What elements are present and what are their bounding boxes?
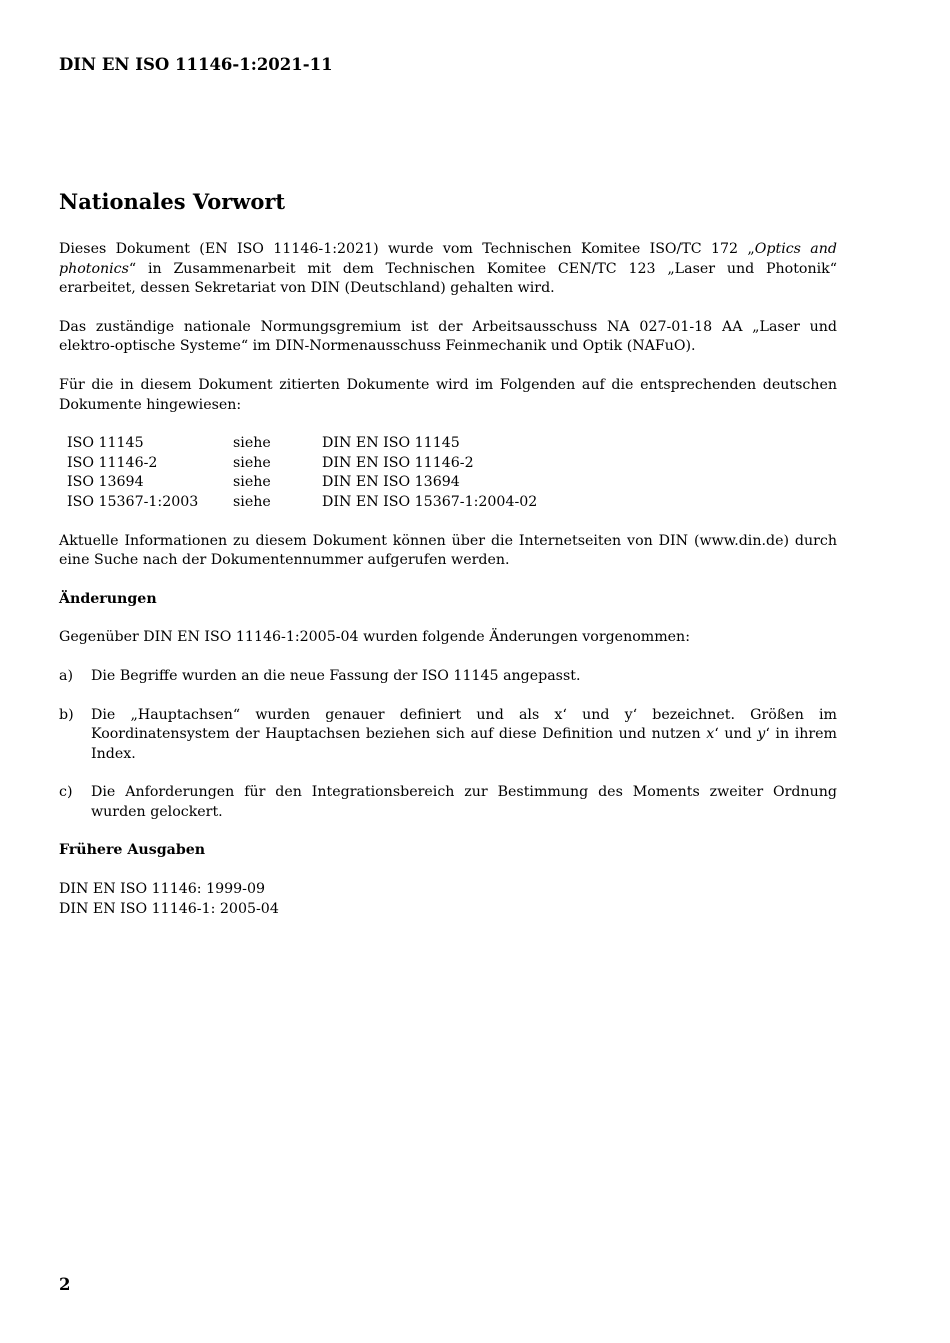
table-row bbox=[59, 434, 537, 454]
ref-see: siehe bbox=[233, 493, 271, 510]
table-row bbox=[59, 454, 537, 474]
ref-din: DIN EN ISO 11145 bbox=[322, 435, 460, 452]
paragraph-intro-post: “ in Zusammenarbeit mit dem Technischen Komitee CEN/TC 123 „Laser und Photonik“ erarbeitet, dessen Sekretariat von DIN (Deutschland) gehalten wird. bbox=[59, 260, 837, 297]
list-item-label: a) bbox=[59, 667, 73, 684]
page-number: 2 bbox=[59, 1275, 71, 1294]
section-title: Nationales Vorwort bbox=[59, 189, 286, 214]
ref-iso: ISO 15367-1:2003 bbox=[67, 493, 199, 510]
list-item-label: b) bbox=[59, 706, 74, 723]
previous-editions-heading: Frühere Ausgaben bbox=[59, 842, 206, 859]
paragraph-intro bbox=[59, 240, 837, 299]
ref-see: siehe bbox=[233, 435, 271, 452]
list-item-text: Die Begriffe wurden an die neue Fassung der ISO 11145 angepasst. bbox=[91, 667, 581, 684]
changes-intro: Gegenüber DIN EN ISO 11146-1:2005-04 wurden folgende Änderungen vorgenommen: bbox=[59, 629, 690, 646]
table-row bbox=[59, 493, 537, 513]
list-item bbox=[59, 783, 837, 822]
page-content bbox=[59, 187, 837, 919]
ref-iso: ISO 11146-2 bbox=[67, 454, 158, 471]
list-item-text: Die Anforderungen für den Integrationsbereich zur Bestimmung des Moments zweiter Ordnung wurden gelockert. bbox=[91, 784, 837, 820]
list-item-text-part: Die „Hauptachsen“ wurden genauer definiert und als x‘ und y‘ bezeichnet. Größen im Koordinatensystem der Hauptachsen beziehen sich auf diese Definition und nutzen bbox=[91, 706, 837, 743]
paragraph-references-intro: Für die in diesem Dokument zitierten Dokumente wird im Folgenden auf die entsprechenden deutschen Dokumente hingewiesen: bbox=[59, 376, 837, 413]
ref-see: siehe bbox=[233, 454, 271, 471]
ref-iso: ISO 11145 bbox=[67, 435, 144, 452]
document-header-id: DIN EN ISO 11146-1:2021-11 bbox=[59, 55, 333, 74]
italic-x: x bbox=[706, 726, 715, 743]
table-row bbox=[59, 473, 537, 493]
list-item bbox=[59, 667, 837, 687]
changes-heading: Änderungen bbox=[59, 590, 157, 607]
committee-name-italic: Optics and photonics bbox=[59, 241, 837, 277]
ref-see: siehe bbox=[233, 474, 271, 491]
references-table bbox=[59, 434, 537, 512]
italic-y: y bbox=[757, 726, 766, 743]
ref-iso: ISO 13694 bbox=[67, 474, 144, 491]
previous-edition: DIN EN ISO 11146-1: 2005-04 bbox=[59, 900, 279, 917]
list-item bbox=[59, 706, 837, 765]
previous-edition: DIN EN ISO 11146: 1999-09 bbox=[59, 881, 266, 898]
list-item-text-part: ‘ und bbox=[714, 726, 758, 743]
ref-din: DIN EN ISO 11146-2 bbox=[322, 454, 474, 471]
list-item-text-part: ‘ in ihrem Index. bbox=[91, 726, 838, 762]
ref-din: DIN EN ISO 15367-1:2004-02 bbox=[322, 493, 538, 510]
paragraph-committee: Das zuständige nationale Normungsgremium ist der Arbeitsausschuss NA 027-01-18 AA „Laser und elektro-optische Systeme“ im DIN-Normenausschuss Feinmechanik und Optik (NAFuO). bbox=[59, 318, 837, 355]
paragraph-din-info: Aktuelle Informationen zu diesem Dokument können über die Internetseiten von DIN (www.din.de) durch eine Suche nach der Dokumentennummer aufgerufen werden. bbox=[59, 532, 837, 569]
list-item-text bbox=[91, 706, 837, 765]
list-item-label: c) bbox=[59, 784, 73, 801]
paragraph-intro-pre: Dieses Dokument (EN ISO 11146-1:2021) wurde vom Technischen Komitee ISO/TC 172 „ bbox=[59, 241, 755, 257]
ref-din: DIN EN ISO 13694 bbox=[322, 474, 460, 491]
